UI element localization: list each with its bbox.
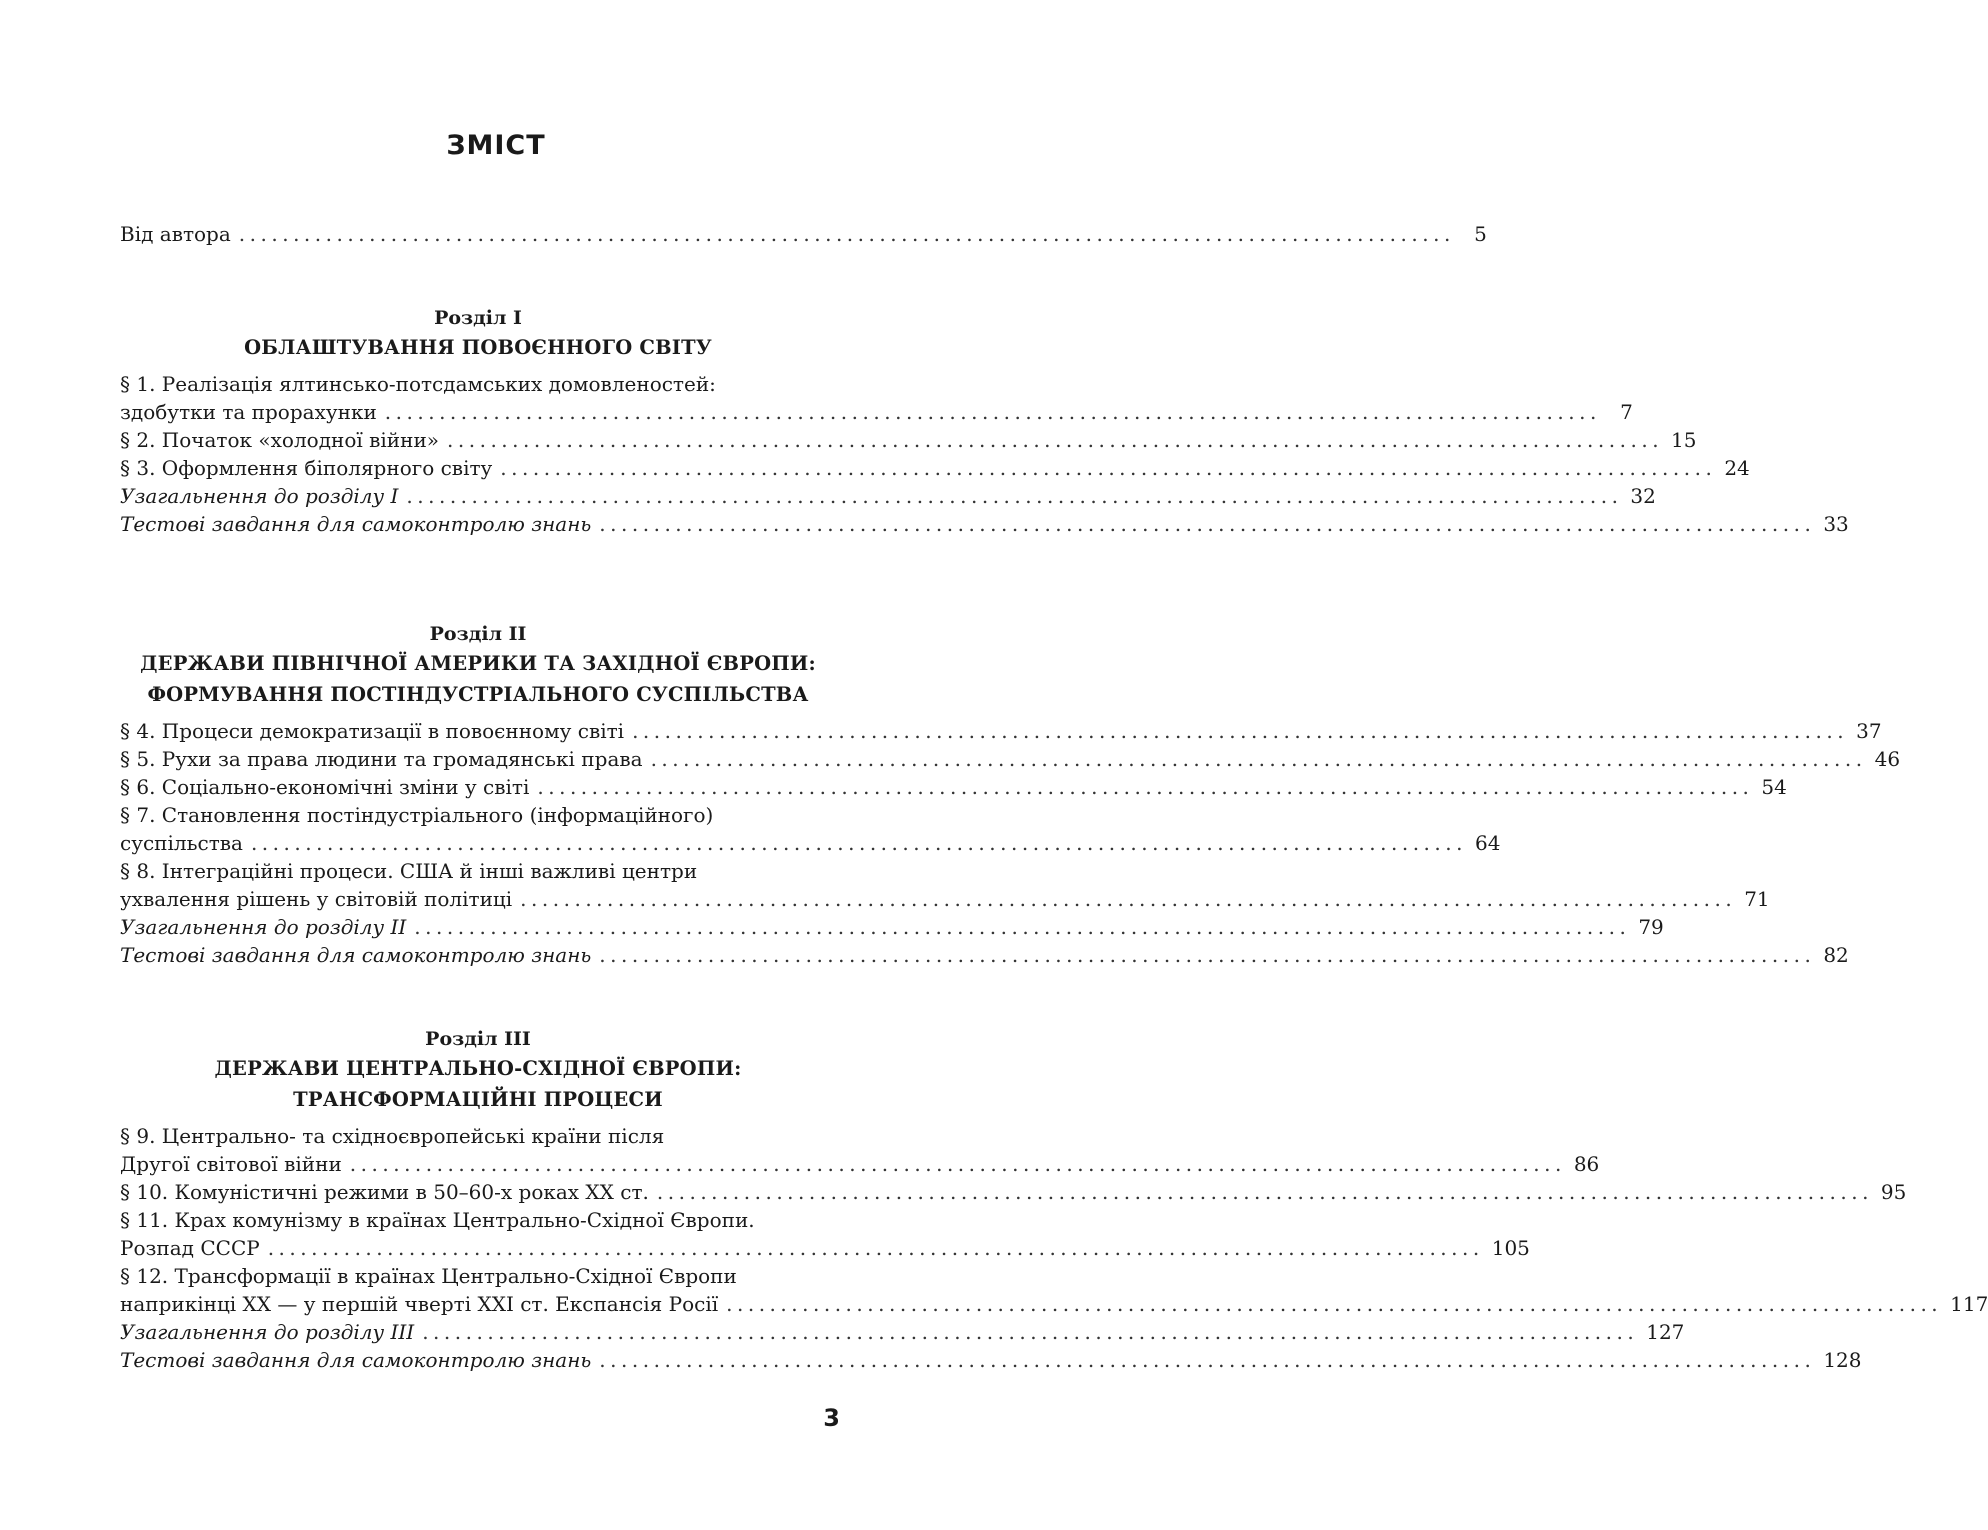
toc-entry-title: § 11. Крах комунізму в країнах Центрально-Східної Європи. [120,1208,755,1232]
leader-dots: ................................................................................................................ [656,1180,1873,1204]
toc-page-number: 86 [1573,1152,1600,1176]
toc-page-number: 95 [1880,1180,1907,1204]
leader-dots: ................................................................................................................ [726,1292,1943,1316]
leader-dots: ................................................................................................................ [406,484,1623,508]
toc-page-number: 24 [1724,456,1750,480]
toc-page-number: 46 [1874,747,1901,771]
leader-dots: ................................................................................................................ [250,831,1467,855]
leader-dots: ................................................................................................................ [650,747,1867,771]
toc-page-number: 128 [1823,1348,1862,1372]
toc-entry[interactable] [120,1234,1530,1262]
toc-entry[interactable] [120,1318,1685,1346]
toc-entry[interactable] [120,1290,1988,1318]
toc-entry-title: Тестові завдання для самоконтролю знань [120,943,592,967]
leader-dots: ................................................................................................................ [537,775,1754,799]
toc-entry[interactable] [120,454,1750,482]
section-title: ДЕРЖАВИ ЦЕНТРАЛЬНО-СХІДНОЇ ЄВРОПИ: [214,1057,742,1080]
toc-entry-title: суспільства [120,831,243,855]
toc-entry[interactable] [120,1150,1600,1178]
leader-dots: ................................................................................................................ [238,222,1455,246]
toc-entry[interactable] [120,717,1882,745]
leader-dots: ................................................................................................................ [632,719,1849,743]
toc-entry[interactable] [120,482,1656,510]
section-label: Розділ I [434,307,522,329]
leader-dots: ................................................................................................................ [349,1152,1566,1176]
leader-dots: ................................................................................................................ [520,887,1737,911]
leader-dots: ................................................................................................................ [384,400,1601,424]
toc-page-number: 15 [1671,428,1697,452]
toc-entry[interactable] [120,398,1633,426]
toc-entry[interactable] [120,885,1770,913]
toc-page-number: 37 [1856,719,1882,743]
toc-entry-title: § 12. Трансформації в країнах Центрально-Східної Європи [120,1264,737,1288]
toc-entry-title: Тестові завдання для самоконтролю знань [120,512,592,536]
toc-intro [120,220,1487,248]
toc-entry-line[interactable] [120,1206,836,1234]
toc-entry[interactable] [120,1346,1862,1374]
toc-entry[interactable] [120,829,1501,857]
toc-entry-title: здобутки та прорахунки [120,400,377,424]
toc-section-3 [120,1025,1988,1374]
toc-entry-title: § 3. Оформлення біполярного світу [120,456,493,480]
leader-dots: ................................................................................................................ [414,915,1631,939]
toc-entry-title: § 10. Комуністичні режими в 50–60-х роках XX ст. [120,1180,649,1204]
toc-entry-title: Другої світової війни [120,1152,342,1176]
toc-section-1 [120,304,1849,538]
toc-page-number: 64 [1474,831,1501,855]
toc-entry-title: Тестові завдання для самоконтролю знань [120,1348,592,1372]
toc-entry-line[interactable] [120,370,836,398]
toc-entry-title: Узагальнення до розділу I [120,484,399,508]
toc-page-number: 33 [1823,512,1849,536]
leader-dots: ................................................................................................................ [599,1348,1816,1372]
toc-entry-title: Узагальнення до розділу II [120,915,407,939]
leader-dots: ................................................................................................................ [599,943,1816,967]
toc-entry[interactable] [120,1178,1907,1206]
section-title: ОБЛАШТУВАННЯ ПОВОЄННОГО СВІТУ [244,336,712,359]
toc-entry[interactable] [120,913,1664,941]
toc-entry-line[interactable] [120,1262,836,1290]
toc-entry-line[interactable] [120,857,836,885]
toc-entry-title: § 4. Процеси демократизації в повоєнному світі [120,719,625,743]
toc-entry[interactable] [120,773,1787,801]
toc-entry[interactable] [120,510,1849,538]
toc-page-number: 117 [1950,1292,1988,1316]
toc-page-number: 82 [1823,943,1849,967]
leader-dots: ................................................................................................................ [422,1320,1639,1344]
toc-entry-title: § 9. Центрально- та східноєвропейські країни після [120,1124,665,1148]
section-title: ДЕРЖАВИ ПІВНІЧНОЇ АМЕРИКИ ТА ЗАХІДНОЇ ЄВРОПИ: [140,652,816,675]
toc-page-number: 32 [1630,484,1656,508]
toc-entry-title: Узагальнення до розділу III [120,1320,415,1344]
toc-page-number: 127 [1646,1320,1685,1344]
toc-entry-title: § 5. Рухи за права людини та громадянські права [120,747,643,771]
toc-entry-title: § 1. Реалізація ялтинсько-потсдамських домовленостей: [120,372,716,396]
toc-page-number: 79 [1638,915,1664,939]
section-title: ФОРМУВАННЯ ПОСТІНДУСТРІАЛЬНОГО СУСПІЛЬСТВА [147,683,809,706]
toc-entry-title: Від автора [120,222,231,246]
toc-entry-title: Розпад СССР [120,1236,260,1260]
leader-dots: ................................................................................................................ [500,456,1717,480]
toc-page-number: 7 [1620,400,1633,424]
leader-dots: ................................................................................................................ [447,428,1664,452]
toc-entry-title: § 8. Інтеграційні процеси. США й інші важливі центри [120,859,698,883]
page-number: 3 [823,1404,840,1432]
toc-entry-line[interactable] [120,1122,836,1150]
toc-section-2 [120,620,1901,969]
leader-dots: ................................................................................................................ [267,1236,1484,1260]
toc-entry[interactable] [120,941,1849,969]
toc-page-number: 54 [1761,775,1787,799]
toc-entry-title: § 2. Початок «холодної війни» [120,428,440,452]
toc-entry[interactable] [120,745,1901,773]
section-title: ТРАНСФОРМАЦІЙНІ ПРОЦЕСИ [293,1088,663,1111]
page-title: ЗМІСТ [446,130,546,161]
toc-page-number: 105 [1491,1236,1530,1260]
toc-entry[interactable] [120,426,1697,454]
toc-entry-line[interactable] [120,801,836,829]
toc-entry-title: § 6. Соціально-економічні зміни у світі [120,775,530,799]
toc-entry-title: наприкінці XX — у першій чверті XXI ст. Експансія Росії [120,1292,719,1316]
leader-dots: ................................................................................................................ [599,512,1816,536]
section-label: Розділ II [429,623,527,645]
toc-entry-title: § 7. Становлення постіндустріального (інформаційного) [120,803,714,827]
toc-page-number: 5 [1474,222,1487,246]
toc-entry-title: ухвалення рішень у світовій політиці [120,887,513,911]
section-label: Розділ III [425,1028,531,1050]
toc-entry[interactable] [120,220,1487,248]
toc-page-number: 71 [1744,887,1770,911]
